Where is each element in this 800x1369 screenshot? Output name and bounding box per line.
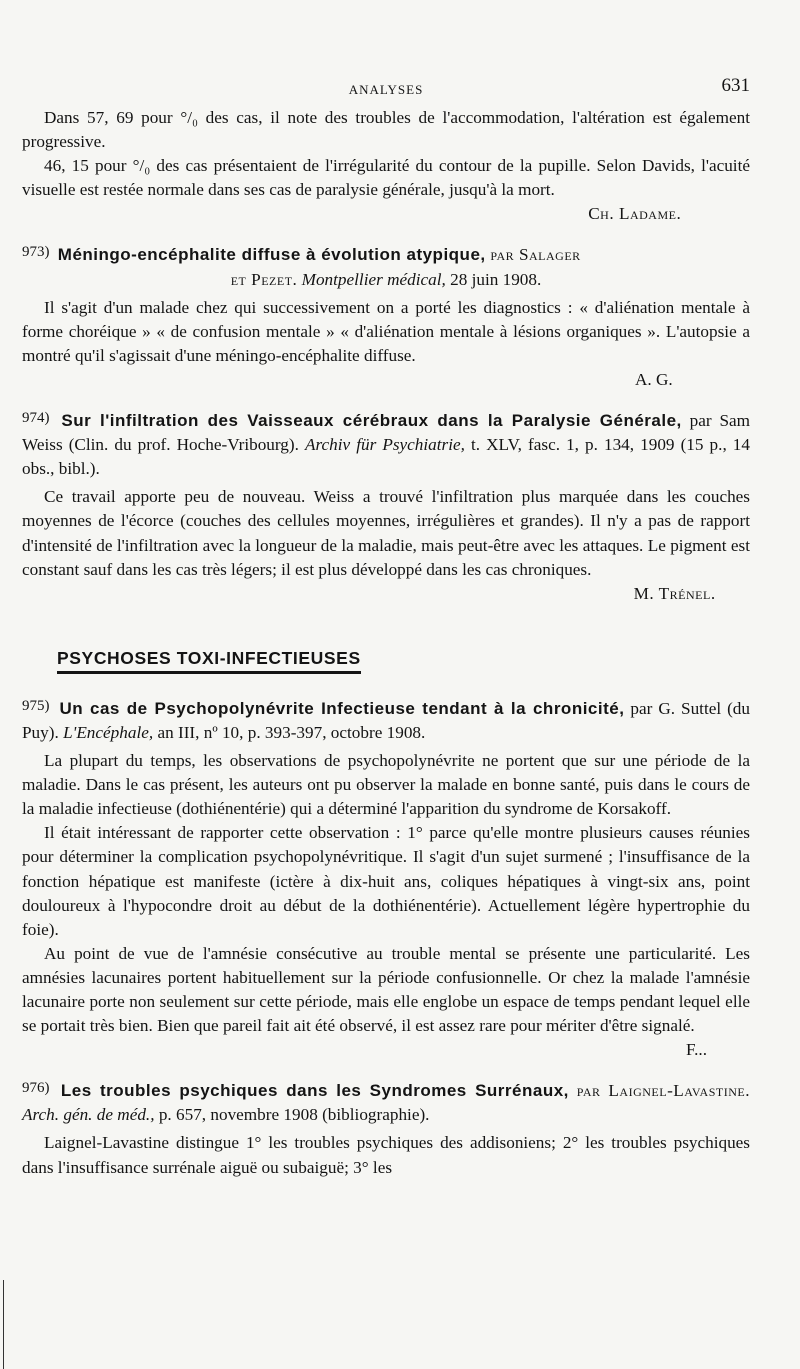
entry-title: Méningo-encéphalite diffuse à évolution atypique,	[57, 245, 486, 265]
entry-title: Un cas de Psychopolynévrite Infectieuse tendant à la chronicité,	[59, 698, 625, 718]
entry-author: par Sam Weiss (Clin. du prof. Hoche-Vribourg).	[22, 411, 751, 455]
entry-author: par Laignel-Lavastine.	[568, 1081, 750, 1101]
entry-details: p. 657, novembre 1908 (bibliographie).	[154, 1105, 430, 1125]
entry-details: t. XLV, fasc. 1, p. 134, 1909 (15 p., 14 obs., bibl.).	[22, 435, 750, 479]
entry-details: an III, nº 10, p. 393-397, octobre 1908.	[153, 722, 426, 742]
running-head	[22, 70, 750, 100]
running-title: ANALYSES	[348, 82, 424, 97]
intro-paragraph-2: 46, 15 pour °/₀ des cas présentaient de l'irrégularité du contour de la pupille. Selon Davids, l'acuité visuelle est restée normale dans ses cas de paralysie générale, jusqu'à la mort.	[22, 156, 750, 200]
page-edge-line	[3, 1280, 4, 1369]
entry-paragraph-1: La plupart du temps, les observations de psychopolynévrite ne portent que sur une période de la maladie. Dans le cas présent, les auteurs ont pu observer la malade en bonne santé, puis dans le cours de la maladie infectieuse (dothiénentérie) qui a déterminé l'apparition du syndrome de Korsakoff.	[22, 751, 750, 819]
entry-heading	[22, 240, 750, 291]
intro-paragraph-1: Dans 57, 69 pour °/₀ des cas, il note des troubles de l'accommodation, l'altération est également progressive.	[22, 108, 750, 152]
entry-journal: Montpellier médical,	[301, 269, 446, 289]
entry-date: 28 juin 1908.	[445, 269, 542, 289]
signature-text: Ch. Ladame.	[588, 204, 682, 224]
entry-heading	[22, 694, 750, 745]
signature-text: F...	[685, 1040, 708, 1060]
intro-signature	[22, 202, 750, 226]
entry-number: 974)	[22, 410, 50, 427]
entry-signature	[22, 582, 750, 606]
signature-text: A. G.	[634, 369, 673, 389]
entry-author: par Salager	[485, 245, 581, 265]
entry-number: 975)	[22, 697, 50, 714]
entry-signature	[22, 368, 750, 392]
entry-paragraph-3: Au point de vue de l'amnésie consécutive au trouble mental se présente une particularité. Les amnésies lacunaires portent habituellement sur la période confusionnelle. Or chez la malade l'amnésie lacunaire porte non seulement sur cette période, mais elle englobe un espace de temps pendant lequel elle se portait très bien. Bien que pareil fait ait été observé, il est assez rare pour mériter d'être signalé.	[22, 943, 750, 1036]
entry-journal: Arch. gén. de méd.,	[22, 1105, 155, 1125]
entry-journal: Archiv für Psychiatrie,	[304, 435, 465, 455]
entry-body: Il s'agit d'un malade chez qui successivement on a porté les diagnostics : « d'aliénation mentale à forme choréique » « de confusion mentale » « d'aliénation mentale à lésions organiques ». L'autopsie a montré qu'il s'agissait d'une méningo-encéphalite diffuse.	[22, 297, 750, 365]
entry-paragraph-2: Il était intéressant de rapporter cette observation : 1° parce qu'elle montre plusieurs causes réunies pour déterminer la complication psychopolynévritique. Il s'agit d'un sujet surmené ; l'insuffisance de la fonction hépatique est manifeste (ictère à dix-huit ans, coliques hépatiques à vingt-six ans, point douloureux à l'hypocondre droit au début de la dothiénentérie). Actuellement légère hypertrophie du foie).	[22, 823, 750, 939]
entry-976	[22, 1076, 750, 1179]
entry-974	[22, 406, 750, 606]
entry-973	[22, 240, 750, 392]
page-number: 631	[721, 75, 750, 96]
entry-heading	[22, 406, 750, 481]
entry-author: par G. Suttel (du Puy).	[22, 698, 750, 742]
entry-975	[22, 694, 750, 1062]
entry-signature	[22, 1038, 750, 1062]
entry-number: 976)	[22, 1080, 50, 1097]
entry-journal: L'Encéphale,	[63, 722, 154, 742]
section-heading: PSYCHOSES TOXI-INFECTIEUSES	[57, 646, 361, 674]
entry-title: Sur l'infiltration des Vaisseaux cérébraux dans la Paralysie Générale,	[61, 411, 682, 431]
entry-title: Les troubles psychiques dans les Syndromes Surrénaux,	[60, 1081, 569, 1101]
entry-paragraph-1: Laignel-Lavastine distingue 1° les troubles psychiques des addisoniens; 2° les troubles psychiques dans l'insuffisance surrénale aiguë ou subaiguë; 3° les	[22, 1133, 750, 1177]
entry-number: 973)	[22, 244, 50, 261]
entry-heading	[22, 1076, 750, 1127]
entry-coauthor: et Pezet.	[230, 269, 298, 289]
entry-body: Ce travail apporte peu de nouveau. Weiss a trouvé l'infiltration plus marquée dans les couches moyennes de l'écorce (couches des cellules moyennes, irrégulières et grandes). Il n'y a pas de rapport d'intensité de l'infiltration avec la longueur de la maladie, mais peut-être avec les attaques. Le pigment est constant sauf dans les cas très légers; il est plus développé dans les cas chroniques.	[22, 487, 750, 579]
entry-citation	[22, 268, 750, 292]
signature-text: M. Trénel.	[633, 583, 716, 603]
page	[22, 70, 750, 1180]
